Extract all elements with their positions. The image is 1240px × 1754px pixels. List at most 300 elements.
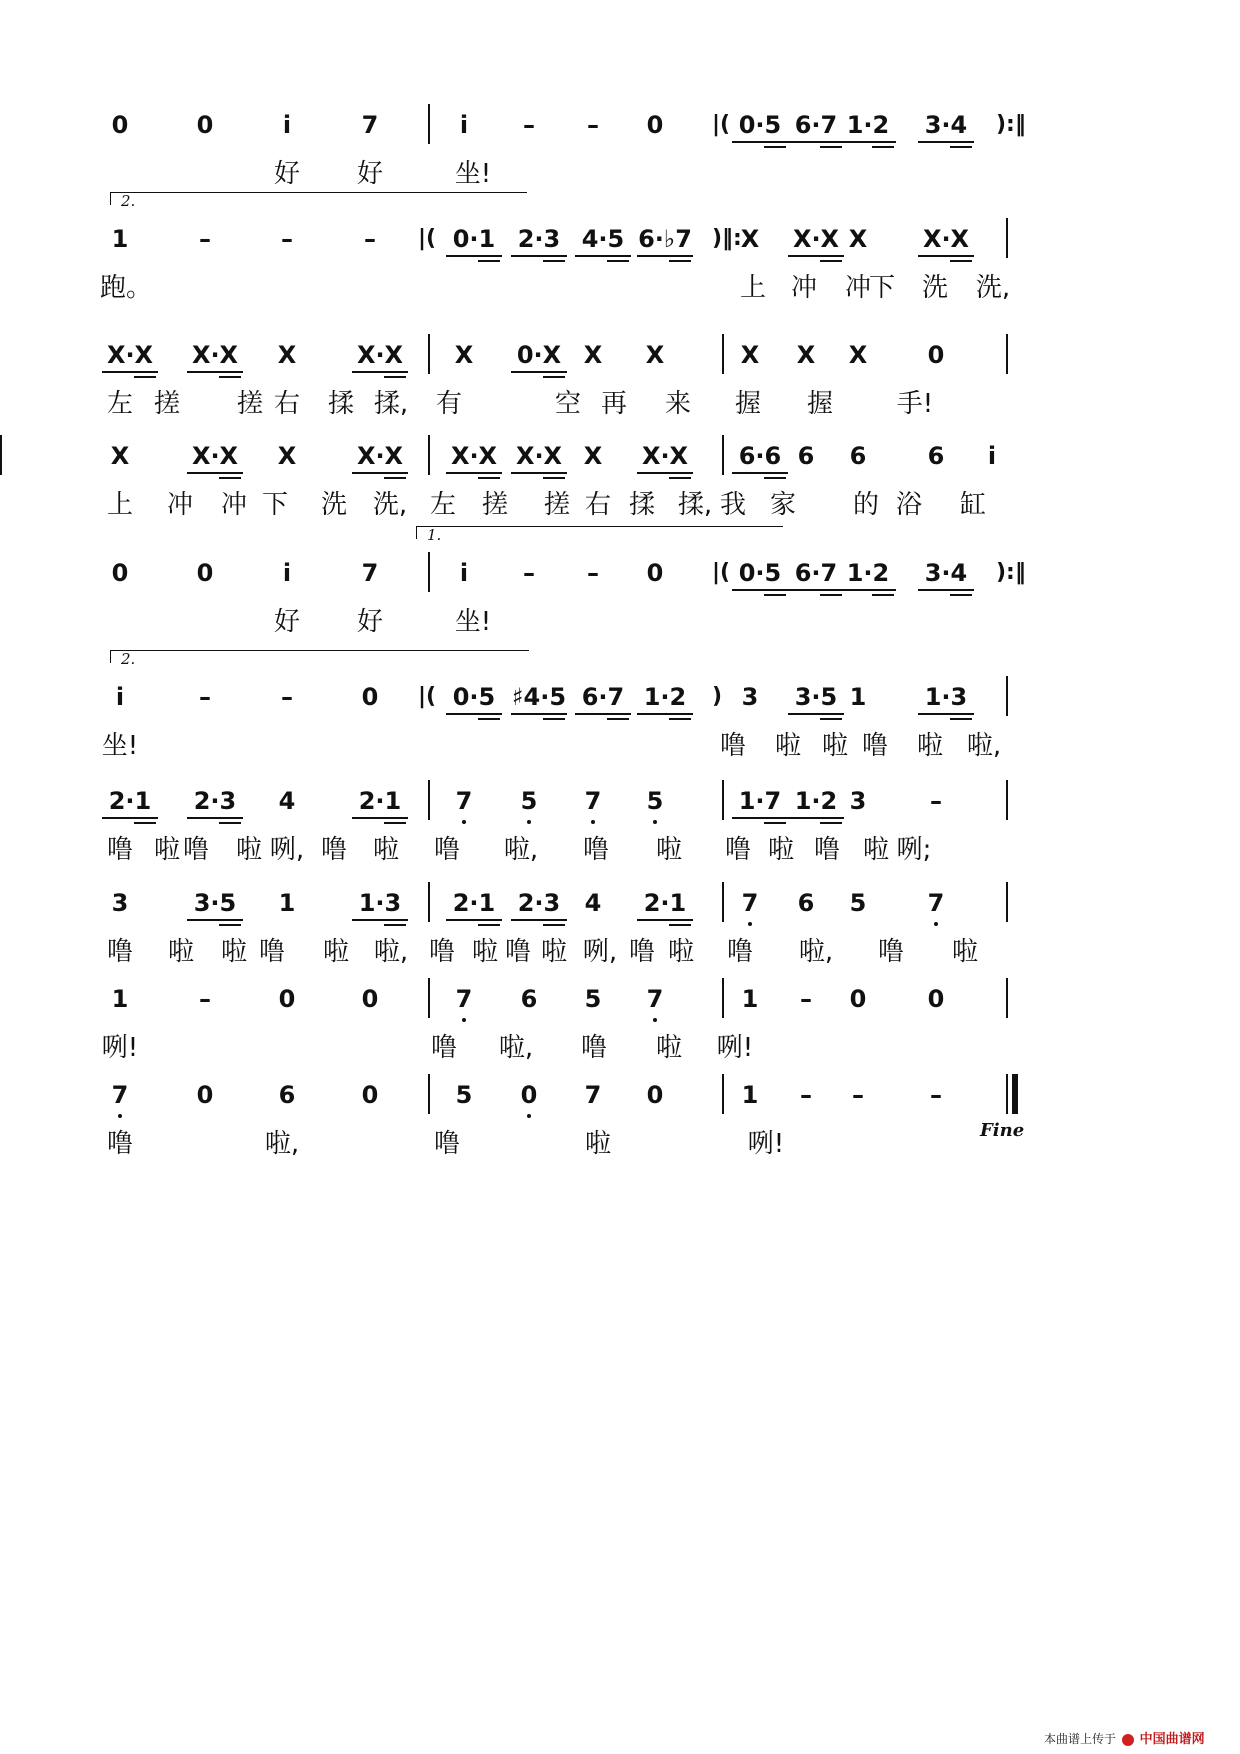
lyric: 噜 [861, 731, 888, 761]
underline [478, 924, 500, 926]
underline [219, 376, 241, 378]
underline [607, 718, 629, 720]
volta-bracket [110, 192, 527, 210]
note [640, 984, 670, 1014]
note-text: 0 [196, 559, 214, 587]
note [190, 110, 220, 140]
note [921, 1080, 951, 1110]
note-text: 1·2 [794, 787, 838, 815]
lyric: 啦, [798, 937, 834, 967]
underline [543, 924, 565, 926]
note-text: X [277, 341, 297, 369]
underline [950, 718, 972, 720]
note [578, 888, 608, 918]
barline [428, 780, 430, 820]
lyric: 啦 [655, 1033, 682, 1063]
note [791, 888, 821, 918]
volta-number: 2. [121, 192, 136, 210]
lyric: 家 [769, 490, 796, 520]
note-text: 3·4 [924, 111, 968, 139]
note-text: 3·4 [924, 559, 968, 587]
note-text: 6·7 [794, 111, 838, 139]
note-pair [100, 786, 160, 816]
barline [722, 780, 724, 820]
note-pair [838, 110, 898, 140]
underline [820, 718, 842, 720]
lyric: 冲 [844, 273, 871, 303]
note [449, 1080, 479, 1110]
note-pair [509, 340, 569, 370]
note [272, 110, 302, 140]
lyric: 啦 [667, 937, 694, 967]
barline [1006, 1074, 1008, 1114]
underline [637, 919, 693, 921]
note-text: X [583, 442, 603, 470]
note-text: i [115, 683, 125, 711]
note [105, 888, 135, 918]
note-text: – [523, 559, 535, 587]
barline [1006, 780, 1008, 820]
lyric: 啦 [916, 731, 943, 761]
underline [543, 718, 565, 720]
note-text: – [281, 225, 293, 253]
note-text: X [645, 341, 665, 369]
note [105, 110, 135, 140]
note-pair [635, 682, 695, 712]
lyric: 啦 [471, 937, 498, 967]
underline [637, 713, 693, 715]
lyric: 洗 [921, 273, 948, 303]
note-pair [444, 682, 504, 712]
lyric: 跑。 [100, 273, 153, 303]
note-text: 3 [741, 683, 759, 711]
barline [428, 978, 430, 1018]
lyric: 噜 [726, 937, 753, 967]
note-text: 6·6 [738, 442, 782, 470]
note [449, 786, 479, 816]
note-text: 0 [361, 683, 379, 711]
lyric: 左 [429, 490, 456, 520]
underline [820, 822, 842, 824]
note-text: 1 [741, 1081, 759, 1109]
note-pair [786, 110, 846, 140]
lyric: 噜 [182, 835, 209, 865]
lyric: 啦 [322, 937, 349, 967]
barline [722, 978, 724, 1018]
lyric: 啦, [503, 835, 539, 865]
note-pair [916, 682, 976, 712]
note [272, 558, 302, 588]
note [449, 558, 479, 588]
note-text: 7 [455, 985, 473, 1013]
note-pair [444, 224, 504, 254]
staff-system [0, 984, 1240, 1094]
note [791, 340, 821, 370]
underline [669, 260, 691, 262]
lyric: 我 [719, 490, 746, 520]
underline [478, 718, 500, 720]
note-pair [185, 888, 245, 918]
lyric: 咧, [269, 835, 305, 865]
note-text: 2·1 [108, 787, 152, 815]
lyric: 噜 [428, 937, 455, 967]
bar-symbol: |( [418, 684, 437, 709]
note [105, 224, 135, 254]
note-text: 0 [278, 985, 296, 1013]
lyric: 咧! [101, 1033, 139, 1063]
underline [669, 477, 691, 479]
lyric: 啦, [373, 937, 409, 967]
note-text: 6 [797, 442, 815, 470]
note-text: i [282, 111, 292, 139]
note [355, 558, 385, 588]
note-text: ♯4·5 [511, 683, 567, 711]
lyric: 坐! [101, 731, 139, 761]
bar-symbol: ):‖ [996, 112, 1026, 137]
note-pair [185, 441, 245, 471]
volta-bracket [110, 650, 529, 668]
note [921, 984, 951, 1014]
underline [352, 371, 408, 373]
note [355, 1080, 385, 1110]
note [640, 340, 670, 370]
note [640, 110, 670, 140]
note-text: 7 [741, 889, 759, 917]
underline [219, 477, 241, 479]
lyric: 握 [806, 389, 833, 419]
lyric: 洗 [320, 490, 347, 520]
note [514, 110, 544, 140]
barline [1006, 978, 1008, 1018]
note-text: 6 [927, 442, 945, 470]
underline [219, 924, 241, 926]
note [578, 786, 608, 816]
note-text: 0 [111, 111, 129, 139]
lyric: 啦 [774, 731, 801, 761]
note-text: 6 [797, 889, 815, 917]
note-text: 7 [584, 787, 602, 815]
note [843, 984, 873, 1014]
note [843, 682, 873, 712]
lyric: 噜 [106, 937, 133, 967]
note-pair [730, 110, 790, 140]
note-text: X·X [450, 442, 498, 470]
bar-symbol: ):‖ [996, 560, 1026, 585]
barline [428, 435, 430, 475]
lyric: 好 [356, 607, 383, 637]
underline [187, 919, 243, 921]
note-pair [916, 224, 976, 254]
note-text: X·X [191, 341, 239, 369]
note-pair [635, 888, 695, 918]
barline [1006, 676, 1008, 716]
underline [543, 477, 565, 479]
barline [1006, 882, 1008, 922]
underline [446, 472, 502, 474]
note [105, 558, 135, 588]
barline [0, 435, 2, 475]
lyric: 啦 [951, 937, 978, 967]
underline [352, 472, 408, 474]
lyric: 搓 [236, 389, 263, 419]
underline [764, 477, 786, 479]
underline [446, 255, 502, 257]
lyric: 啦, [498, 1033, 534, 1063]
underline [872, 594, 894, 596]
staff-system [0, 1080, 1240, 1190]
note [921, 888, 951, 918]
note-text: – [930, 1081, 942, 1109]
note-pair [509, 888, 569, 918]
note-pair [509, 441, 569, 471]
note-text: 2·3 [517, 225, 561, 253]
note [514, 1080, 544, 1110]
lyric: 手! [896, 389, 934, 419]
lyric: 噜 [877, 937, 904, 967]
note-text: 0 [520, 1081, 538, 1109]
underline [446, 713, 502, 715]
bar-symbol: )‖: [712, 226, 742, 251]
note-text: – [800, 1081, 812, 1109]
staff-system [0, 786, 1240, 896]
note [735, 340, 765, 370]
lyric: 揉 [628, 490, 655, 520]
note [449, 340, 479, 370]
barline [722, 882, 724, 922]
note-text: – [852, 1081, 864, 1109]
underline [384, 924, 406, 926]
volta-number: 1. [427, 526, 442, 544]
note [791, 1080, 821, 1110]
note-pair [185, 340, 245, 370]
lyric: 再 [600, 389, 627, 419]
note-text: 7 [111, 1081, 129, 1109]
note-text: 0 [927, 985, 945, 1013]
note-text: 2·1 [643, 889, 687, 917]
note [105, 984, 135, 1014]
underline [219, 822, 241, 824]
note [272, 441, 302, 471]
note-pair [185, 786, 245, 816]
note [578, 1080, 608, 1110]
note-text: 1·3 [924, 683, 968, 711]
note-text: X [796, 341, 816, 369]
note [272, 340, 302, 370]
underline [820, 260, 842, 262]
note-text: 1 [849, 683, 867, 711]
volta-bracket [416, 526, 783, 544]
note-text: 6 [520, 985, 538, 1013]
note [190, 984, 220, 1014]
underline [764, 822, 786, 824]
note-text: X·X [641, 442, 689, 470]
underline [669, 924, 691, 926]
barline [1006, 218, 1008, 258]
note [578, 441, 608, 471]
barline [428, 552, 430, 592]
underline [575, 713, 631, 715]
note [843, 888, 873, 918]
note-text: 5 [584, 985, 602, 1013]
note-text: – [364, 225, 376, 253]
note-pair [635, 224, 695, 254]
note [640, 786, 670, 816]
note-text: X·X [792, 225, 840, 253]
fine-mark: Fine [980, 1120, 1025, 1141]
note [272, 224, 302, 254]
note [190, 1080, 220, 1110]
lyric: 咧! [716, 1033, 754, 1063]
note-text: 1·3 [358, 889, 402, 917]
note-text: 2·1 [452, 889, 496, 917]
lyric: 啦 [372, 835, 399, 865]
site-logo-icon [1122, 1734, 1134, 1746]
lyric: 咧, [582, 937, 618, 967]
barline [1006, 334, 1008, 374]
underline [102, 817, 158, 819]
note-text: X [740, 225, 760, 253]
underline [732, 472, 788, 474]
octave-dot [934, 922, 938, 926]
lyric: 揉, [373, 389, 409, 419]
lyric: 啦, [264, 1129, 300, 1159]
note-text: X [277, 442, 297, 470]
note-text: X·X [922, 225, 970, 253]
note-text: 4 [278, 787, 296, 815]
underline [607, 260, 629, 262]
lyric: 上 [739, 273, 766, 303]
note [272, 1080, 302, 1110]
note-text: X·X [191, 442, 239, 470]
octave-dot [527, 1114, 531, 1118]
note [272, 984, 302, 1014]
note [735, 984, 765, 1014]
note-text: 1·2 [643, 683, 687, 711]
underline [384, 376, 406, 378]
lyric: 来 [664, 389, 691, 419]
underline [575, 255, 631, 257]
note-text: – [800, 985, 812, 1013]
note [843, 786, 873, 816]
lyric: 揉, [677, 490, 713, 520]
note-text: 1 [741, 985, 759, 1013]
barline [428, 1074, 430, 1114]
note-text: 0 [646, 1081, 664, 1109]
staff-system [0, 192, 1240, 334]
underline [950, 146, 972, 148]
lyric: 噜 [719, 731, 746, 761]
note [578, 984, 608, 1014]
note [921, 786, 951, 816]
note [190, 224, 220, 254]
bar-symbol: |( [418, 226, 437, 251]
staff-system [0, 888, 1240, 998]
note-text: 7 [646, 985, 664, 1013]
note-text: X [848, 341, 868, 369]
underline [918, 255, 974, 257]
lyric: 下 [868, 273, 895, 303]
lyric: 啦 [167, 937, 194, 967]
note-text: 7 [361, 559, 379, 587]
note-text: i [459, 111, 469, 139]
note-text: X·X [356, 341, 404, 369]
underline [543, 260, 565, 262]
note-text: 7 [361, 111, 379, 139]
underline [187, 817, 243, 819]
lyric: 洗, [372, 490, 408, 520]
note [514, 786, 544, 816]
underline [478, 477, 500, 479]
lyric: 坐! [454, 159, 492, 189]
note-text: 0 [646, 559, 664, 587]
note-pair [444, 888, 504, 918]
underline [384, 477, 406, 479]
bar-symbol: |( [712, 560, 731, 585]
note-text: 0 [361, 1081, 379, 1109]
note [355, 110, 385, 140]
note [578, 340, 608, 370]
note [514, 558, 544, 588]
note-text: 0 [849, 985, 867, 1013]
note-text: 7 [455, 787, 473, 815]
underline [918, 589, 974, 591]
octave-dot [462, 820, 466, 824]
note [105, 1080, 135, 1110]
note-text: 3 [849, 787, 867, 815]
underline [950, 260, 972, 262]
note-text: 0·5 [738, 111, 782, 139]
note [843, 441, 873, 471]
note-text: 1·2 [846, 559, 890, 587]
note [977, 441, 1007, 471]
lyric: 噜 [320, 835, 347, 865]
note [449, 984, 479, 1014]
note-pair [635, 441, 695, 471]
note-pair [350, 441, 410, 471]
note-text: – [199, 225, 211, 253]
underline [918, 713, 974, 715]
note-text: – [930, 787, 942, 815]
final-barline [1012, 1074, 1018, 1114]
underline [732, 141, 788, 143]
lyric: 有 [435, 389, 462, 419]
barline [722, 1074, 724, 1114]
barline [722, 435, 724, 475]
underline [950, 594, 972, 596]
octave-dot [462, 1018, 466, 1022]
underline [543, 376, 565, 378]
underline [511, 371, 567, 373]
lyric: 啦 [540, 937, 567, 967]
note-text: – [587, 111, 599, 139]
octave-dot [653, 1018, 657, 1022]
note-text: 0·5 [452, 683, 496, 711]
note-text: 3·5 [794, 683, 838, 711]
note [921, 441, 951, 471]
lyric: 搓 [153, 389, 180, 419]
note-pair [786, 558, 846, 588]
lyric: 噜 [258, 937, 285, 967]
note-text: 0 [927, 341, 945, 369]
note-pair [786, 224, 846, 254]
note [272, 888, 302, 918]
note-text: 5 [646, 787, 664, 815]
lyric: 揉 [327, 389, 354, 419]
note [514, 984, 544, 1014]
lyric: 握 [734, 389, 761, 419]
lyric: 啦 [584, 1129, 611, 1159]
underline [511, 919, 567, 921]
